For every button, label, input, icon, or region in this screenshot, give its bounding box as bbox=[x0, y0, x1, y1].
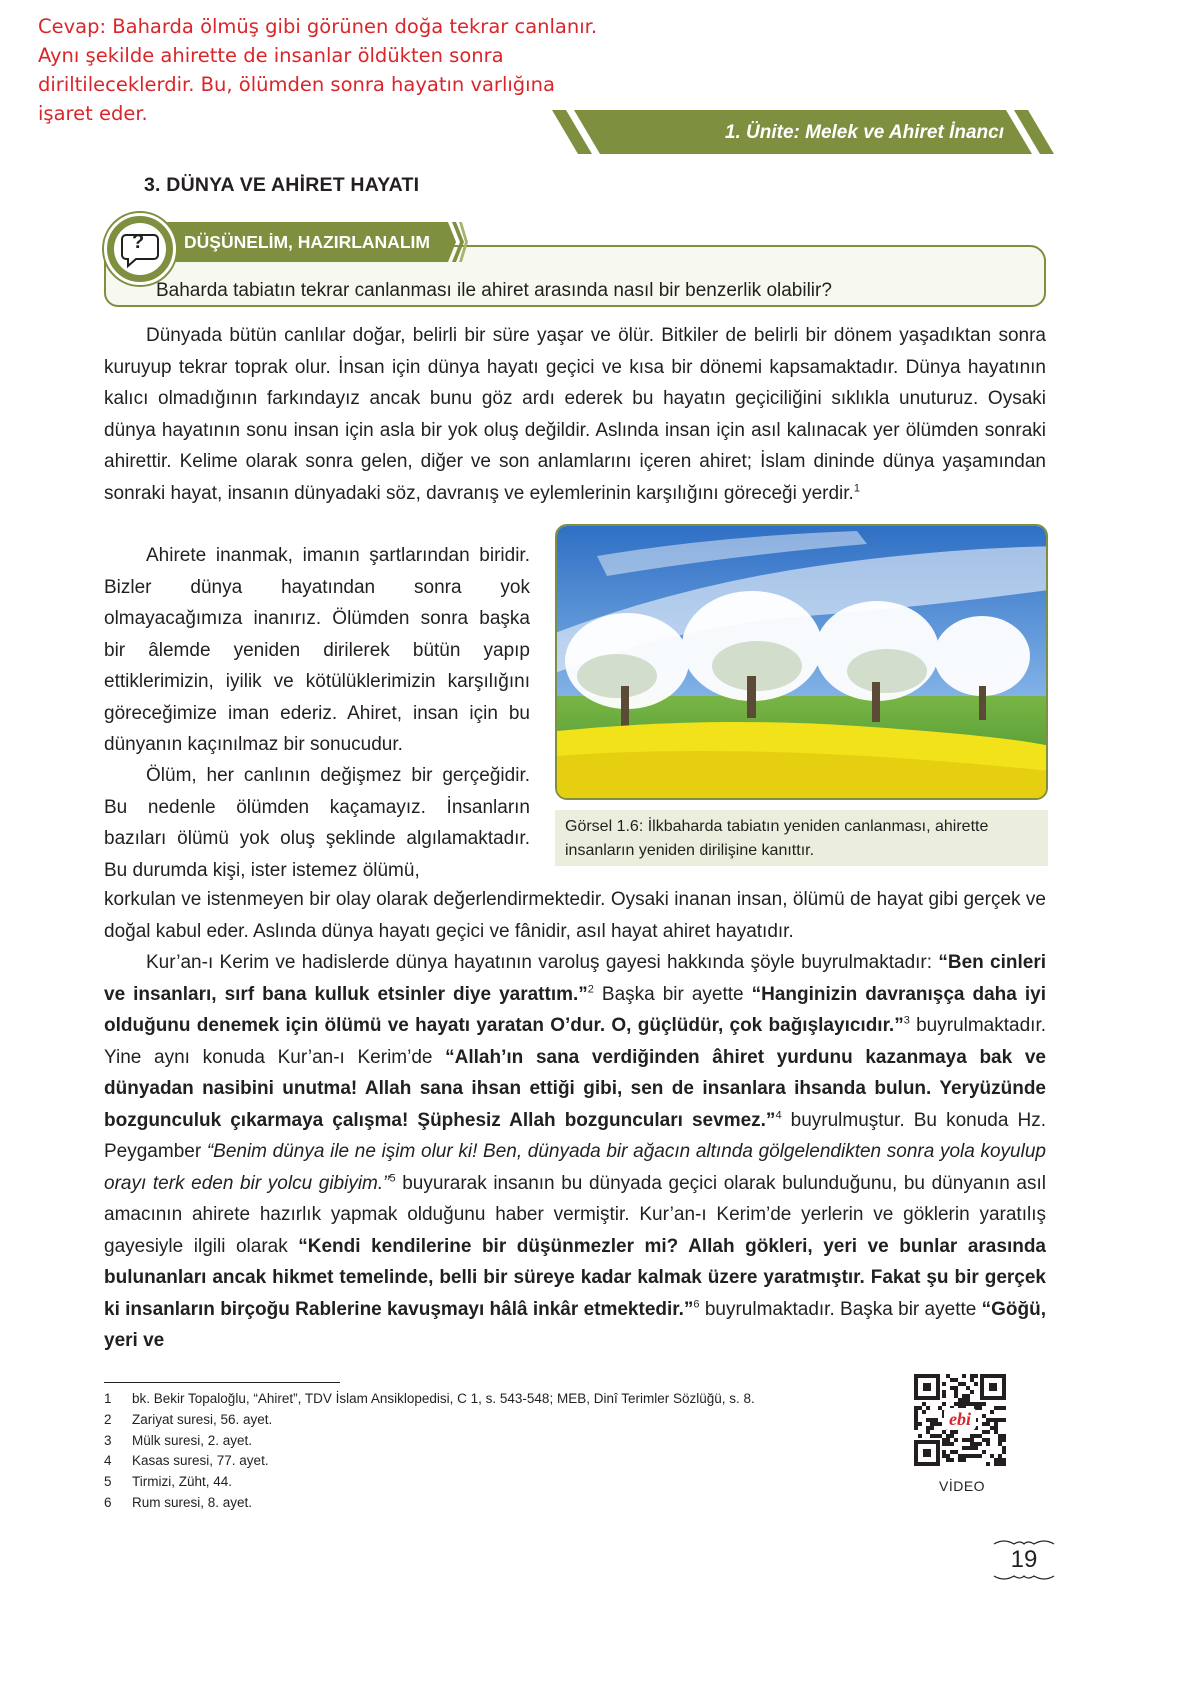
photo-caption: Görsel 1.6: İlkbaharda tabiatın yeniden canlanması, ahirette insanların yeniden dirilişine kanıttır. bbox=[555, 810, 1048, 866]
paragraph-3b: korkulan ve istenmeyen bir olay olarak değerlendirmektedir. Oysaki inanan insan, ölümü de hayat gibi gerçek ve doğal kabul eder. Aslında dünya hayatı geçici ve fânidir, asıl hayat ahiret hayatıdır. bbox=[104, 889, 1046, 942]
qr-logo: ebi bbox=[949, 1409, 971, 1429]
p4-quote-1: “Ben cinleri ve insanları, sırf bana kulluk etsinler diye yarattım.” bbox=[104, 952, 1047, 1005]
footnote-item bbox=[104, 1451, 269, 1472]
footnote-item bbox=[104, 1410, 272, 1431]
paragraph-1 bbox=[104, 320, 1046, 509]
footnote-number: 4 bbox=[104, 1453, 112, 1469]
p4-quote-2: “Hanginizin davranışça daha iyi olduğunu denemek için ölümü ve hayatı yaratan O’dur. O, güçlüdür, çok bağışlayıcıdır.” bbox=[104, 983, 1046, 1036]
paragraph-2: Ahirete inanmak, imanın şartlarından biridir. Bizler dünya hayatından sonra yok olmayacağımıza inanırız. Ölümden sonra başka bir âlemde yeniden dirilerek bütün yapıp ettiklerimizin, iyilik ve kötülüklerimizin karşılığını göreceğimize iman ederiz. Ahiret, insan için bu dünyanın kaçınılmaz bir sonucudur. bbox=[104, 545, 530, 755]
footnote-ref-6: 6 bbox=[693, 1298, 700, 1311]
footnote-text: Kasas suresi, 77. ayet. bbox=[132, 1453, 269, 1469]
spring-landscape-photo bbox=[555, 524, 1048, 800]
footnote-number: 2 bbox=[104, 1411, 112, 1427]
p4-text-2: Başka bir ayette bbox=[593, 983, 752, 1005]
p4-text-4: buyrulmuştur. Bu konuda Hz. Peygamber bbox=[104, 1109, 1046, 1162]
p4-text-1: Kur’an-ı Kerim ve hadislerde dünya hayatının varoluş gayesi hakkında şöyle buyrulmaktadır: bbox=[146, 952, 939, 973]
video-label: VİDEO bbox=[939, 1478, 986, 1494]
p4-text-5: buyurarak insanın bu dünyada geçici olarak bulunduğunu, bu dünyanın asıl amacının ahirete hazırlık yapmak olduğunu haber vermiştir. Kur’an-ı Kerim’de yerlerin ve göklerin yaratılış gayesiyle ilgili olarak bbox=[104, 1172, 1046, 1257]
footnote-ref-1: 1 bbox=[853, 482, 860, 495]
unit-banner bbox=[552, 110, 1062, 154]
footnote-text: Mülk suresi, 2. ayet. bbox=[132, 1432, 253, 1448]
footnote-ref-4: 4 bbox=[775, 1109, 782, 1122]
footnote-number: 5 bbox=[104, 1474, 112, 1490]
answer-text: Cevap: Baharda ölmüş gibi görünen doğa tekrar canlanır. Aynı şekilde ahirette de insanlar öldükten sonra diriltileceklerdir. Bu, ölümden sonra hayatın varlığına işaret eder. bbox=[38, 15, 598, 125]
footnote-text: Zariyat suresi, 56. ayet. bbox=[132, 1411, 273, 1427]
p4-quote-3: “Allah’ın sana verdiğinden âhiret yurdunu kazanmaya bak ve dünyadan nasibini unutma! Allah sana ihsan ettiği gibi, sen de insanlara ihsanda bulun. Yeryüzünde bozgunculuk çıkarmaya çalışma! Şüphesiz Allah bozguncuları sevmez.” bbox=[104, 1046, 1046, 1131]
unit-label: 1. Ünite: Melek ve Ahiret İnancı bbox=[724, 122, 1004, 143]
section-title: 3. DÜNYA VE AHİRET HAYATI bbox=[144, 174, 420, 196]
footnote-text: Rum suresi, 8. ayet. bbox=[132, 1495, 253, 1510]
footnote-ref-3: 3 bbox=[903, 1014, 910, 1027]
paragraph-1-text: Dünyada bütün canlılar doğar, belirli bir süre yaşar ve ölür. Bitkiler de belirli bir dönem yaşadıktan sonra kuruyup tekrar toprak olur. İnsan için dünya hayatı geçici ve kısa bir dönemi kapsamaktadır. Dünya hayatının kalıcı olmadığının farkındayız ancak bunu göz ardı ederek bu hayatın geçiciliğini sıklıkla unuturuz. Oysaki dünya hayatının sonu insan için asla bir yok oluş değildir. Aslında insan için asıl kalınacak yer ölümden sonraki ahirettir. Kelime olarak sonra gelen, diğer ve son anlamlarını içeren ahiret; İslam dininde dünya yaşamından sonraki hayat, insanın dünyadaki söz, davranış ve eylemlerinin karşılığını göreceği yerdir. bbox=[104, 325, 1046, 504]
p4-quote-5: “Göğü, yeri ve bbox=[104, 1298, 1047, 1351]
footnote-number: 1 bbox=[104, 1391, 112, 1406]
p4-text-6: buyrulmaktadır. Başka bir ayette bbox=[699, 1298, 982, 1320]
footnote-divider bbox=[104, 1382, 340, 1383]
footnote-item bbox=[104, 1472, 232, 1493]
p4-text-3: buyrulmaktadır. Yine aynı konuda Kur’an-ı Kerim’de bbox=[104, 1015, 1047, 1068]
footnote-text: Tirmizi, Züht, 44. bbox=[132, 1474, 233, 1490]
question-glyph: ? bbox=[132, 231, 145, 253]
think-label: DÜŞÜNELİM, HAZIRLANALIM bbox=[184, 232, 430, 252]
question-bubble-icon bbox=[104, 213, 176, 285]
footnote-ref-2: 2 bbox=[587, 983, 594, 996]
paragraph-3a: Ölüm, her canlının değişmez bir gerçeğidir. Bu nedenle ölümden kaçamayız. İnsanların bazıları ölümü yok oluş şeklinde algılamaktadır. Bu durumda kişi, ister istemez ölümü, bbox=[104, 765, 530, 881]
page-number: 19 bbox=[1010, 1546, 1038, 1573]
p4-hadith: “Benim dünya ile ne işim olur ki! Ben, dünyada bir ağacın altında gölgelendikten sonra yola koyulup orayı terk eden bir yolcu gibiyim.” bbox=[104, 1141, 1046, 1194]
footnote-text: bk. Bekir Topaloğlu, “Ahiret”, TDV İslam Ansiklopedisi, C 1, s. 543-548; MEB, Dinî Terimler Sözlüğü, s. 8. bbox=[132, 1391, 755, 1406]
footnote-number: 3 bbox=[104, 1432, 112, 1448]
think-question: Baharda tabiatın tekrar canlanması ile ahiret arasında nasıl bir benzerlik olabilir? bbox=[156, 280, 832, 301]
p4-quote-4: “Kendi kendilerine bir düşünmezler mi? Allah gökleri, yeri ve bunlar arasında bulunanları ancak hikmet temelinde, belli bir süreye kadar kalmak üzere yaratmıştır. Fakat şu bir gerçek ki insanların birçoğu Rablerine kavuşmayı hâlâ inkâr etmektedir.” bbox=[104, 1235, 1047, 1320]
page-number-ornament bbox=[990, 1538, 1058, 1582]
paragraph-4 bbox=[104, 947, 1046, 1357]
footnote-item bbox=[104, 1431, 252, 1452]
footnote-ref-5: 5 bbox=[389, 1172, 396, 1185]
footnote-number: 6 bbox=[104, 1495, 112, 1510]
qr-code[interactable] bbox=[914, 1374, 1006, 1466]
footnote-item bbox=[104, 1389, 755, 1410]
footnote-item bbox=[104, 1493, 252, 1514]
